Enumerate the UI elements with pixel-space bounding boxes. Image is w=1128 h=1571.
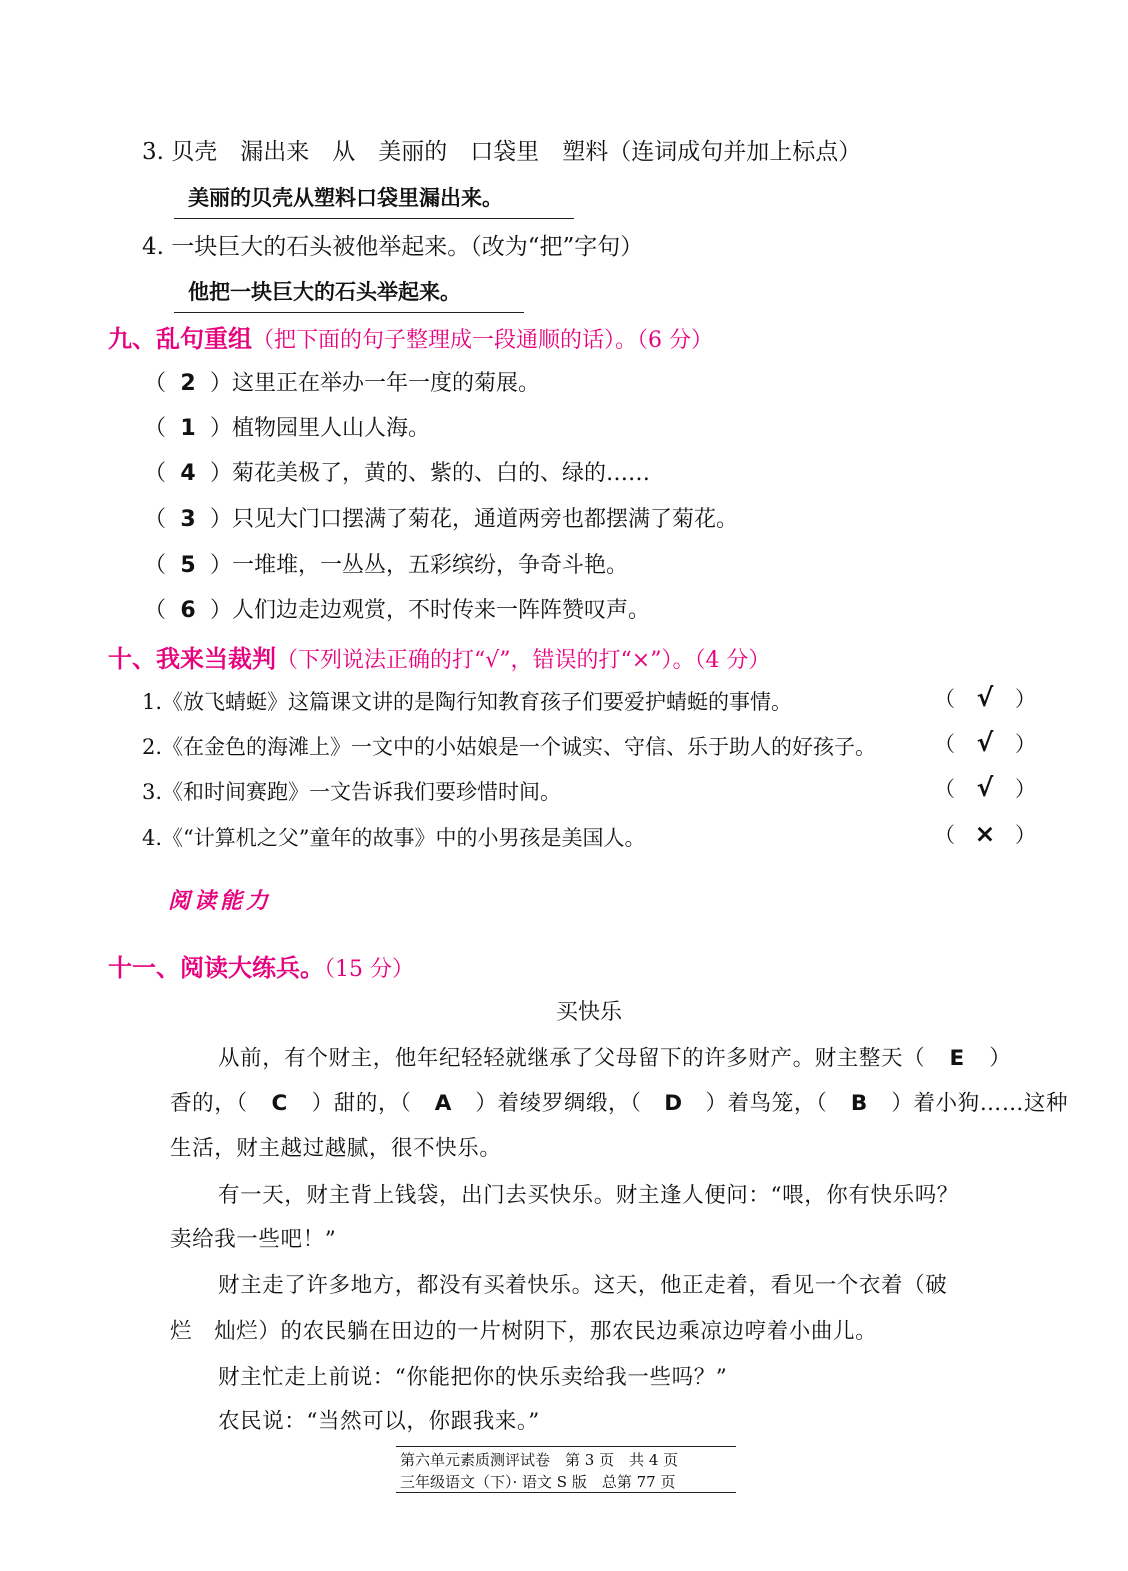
story-line: 卖给我一些吧！”	[170, 1227, 337, 1252]
reorder-item: （ 1 ）植物园里人山人海。	[144, 416, 431, 441]
blank-answer: C	[271, 1091, 288, 1116]
check-mark: √	[976, 728, 994, 757]
section-10-heading	[108, 639, 770, 674]
judge-mark: （ √ ）	[934, 773, 1036, 802]
section-9-note: （把下面的句子整理成一段通顺的话）。（6 分）	[252, 328, 713, 353]
section-10-title: 十、我来当裁判	[108, 645, 276, 673]
story-line: 生活，财主越过越腻，很不快乐。	[170, 1136, 502, 1161]
blank-answer: A	[434, 1091, 453, 1116]
blank-answer: E	[949, 1046, 965, 1071]
judge-statement: 1.《放飞蜻蜓》这篇课文讲的是陶行知教育孩子们要爱护蜻蜓的事情。	[142, 690, 793, 714]
story-line: 农民说：“当然可以，你跟我来。”	[218, 1409, 540, 1434]
story-title: 买快乐	[556, 1000, 623, 1025]
reorder-text: 一堆堆，一丛丛，五彩缤纷，争奇斗艳。	[232, 553, 629, 578]
story-line: 烂 灿烂）的农民躺在田边的一片树阴下，那农民边乘凉边哼着小曲儿。	[170, 1319, 878, 1344]
reorder-text: 人们边走边观赏，不时传来一阵阵赞叹声。	[232, 598, 651, 623]
section-9-title: 九、乱句重组	[108, 325, 252, 353]
reading-section-header: 阅读能力	[168, 888, 273, 914]
reorder-item: （ 3 ）只见大门口摆满了菊花，通道两旁也都摆满了菊花。	[144, 507, 739, 532]
question-3: 3. 贝壳 漏出来 从 美丽的 口袋里 塑料（连词成句并加上标点）	[142, 139, 862, 165]
cross-mark: ×	[974, 819, 996, 848]
reorder-number: 6	[180, 598, 196, 623]
answer-3: 美丽的贝壳从塑料口袋里漏出来。	[174, 182, 574, 219]
reorder-text: 菊花美极了，黄的、紫的、白的、绿的……	[232, 461, 651, 486]
reorder-item: （ 6 ）人们边走边观赏，不时传来一阵阵赞叹声。	[144, 598, 651, 623]
section-9-heading	[108, 319, 713, 354]
story-line: 财主走了许多地方，都没有买着快乐。这天，他正走着，看见一个衣着（破	[218, 1273, 948, 1298]
judge-statement: 2.《在金色的海滩上》一文中的小姑娘是一个诚实、守信、乐于助人的好孩子。	[142, 735, 877, 759]
blank-answer: D	[664, 1091, 683, 1116]
judge-mark: （ √ ）	[934, 728, 1036, 757]
answer-4: 他把一块巨大的石头举起来。	[174, 276, 524, 313]
question-4: 4. 一块巨大的石头被他举起来。（改为“把”字句）	[142, 234, 644, 260]
reorder-item: （ 2 ）这里正在举办一年一度的菊展。	[144, 371, 541, 396]
judge-mark: （ × ）	[934, 819, 1036, 848]
footer-rule-bottom	[396, 1492, 736, 1493]
check-mark: √	[976, 773, 994, 802]
judge-statement: 4.《“计算机之父”童年的故事》中的小男孩是美国人。	[142, 826, 646, 850]
reorder-item: （ 5 ）一堆堆，一丛丛，五彩缤纷，争奇斗艳。	[144, 553, 629, 578]
reorder-text: 植物园里人山人海。	[232, 416, 431, 441]
section-11-note: （15 分）	[324, 957, 414, 982]
story-line: 财主忙走上前说：“你能把你的快乐卖给我一些吗？”	[218, 1365, 728, 1390]
footer-line-1: 第六单元素质测评试卷 第 3 页 共 4 页	[400, 1451, 679, 1469]
story-line: 从前，有个财主，他年纪轻轻就继承了父母留下的许多财产。财主整天（ E ）	[218, 1046, 1012, 1071]
reorder-number: 2	[180, 371, 196, 396]
reorder-text: 只见大门口摆满了菊花，通道两旁也都摆满了菊花。	[232, 507, 739, 532]
check-mark: √	[976, 683, 994, 712]
footer-rule-top	[396, 1446, 736, 1447]
reorder-number: 4	[180, 461, 196, 486]
section-10-note: （下列说法正确的打“√”，错误的打“×”）。（4 分）	[276, 648, 771, 673]
footer-line-2: 三年级语文（下）· 语文 S 版 总第 77 页	[400, 1473, 676, 1491]
section-11-title: 十一、阅读大练兵。	[108, 954, 324, 982]
section-11-heading	[108, 948, 414, 983]
story-line: 有一天，财主背上钱袋，出门去买快乐。财主逢人便问：“喂，你有快乐吗？	[218, 1183, 959, 1208]
reorder-item: （ 4 ）菊花美极了，黄的、紫的、白的、绿的……	[144, 461, 651, 486]
judge-mark: （ √ ）	[934, 683, 1036, 712]
blank-answer: B	[850, 1091, 868, 1116]
reorder-text: 这里正在举办一年一度的菊展。	[232, 371, 541, 396]
story-line: 香的，（ C ）甜的，（ A ）着绫罗绸缎，（ D ）着鸟笼，（ B ）着小狗……这种	[170, 1091, 1069, 1116]
reorder-number: 5	[180, 553, 196, 578]
reorder-number: 3	[180, 507, 196, 532]
judge-statement: 3.《和时间赛跑》一文告诉我们要珍惜时间。	[142, 780, 562, 804]
reorder-number: 1	[180, 416, 196, 441]
